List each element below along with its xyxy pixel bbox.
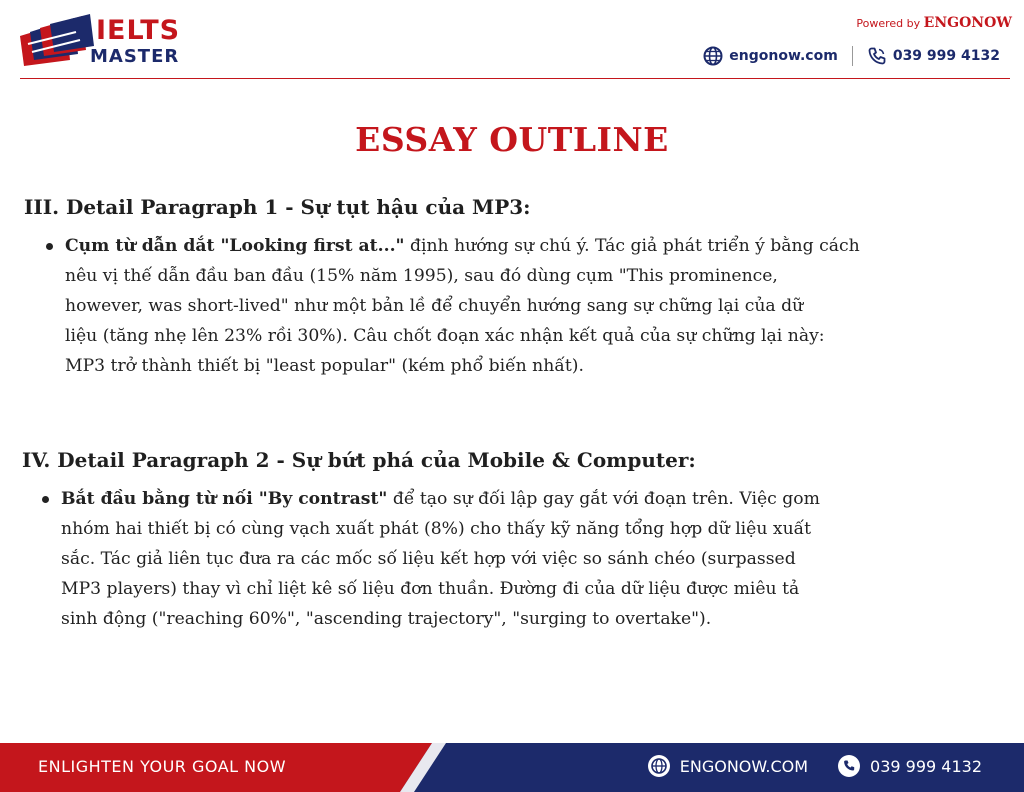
logo-book-icon <box>20 14 100 70</box>
bullet-line: however, was short-lived" như một bản lề để chuyển hướng sang sự chững lại của dữ <box>65 296 804 316</box>
ielts-master-logo[interactable] <box>20 14 190 70</box>
bullet-bold-lead: Bắt đầu bằng từ nối "By contrast" <box>61 489 388 509</box>
bullet-line-rest: để tạo sự đối lập gay gắt với đoạn trên. Việc gom <box>387 489 820 509</box>
bullet-line: nhóm hai thiết bị có cùng vạch xuất phát (8%) cho thấy kỹ năng tổng hợp dữ liệu xuất <box>61 519 812 539</box>
section-heading-detail-1: III. Detail Paragraph 1 - Sự tụt hậu của MP3: <box>24 195 531 219</box>
footer-slogan: ENLIGHTEN YOUR GOAL NOW <box>38 757 287 776</box>
bullet-dot <box>46 243 53 250</box>
footer-contact <box>648 755 982 777</box>
bullet-line: MP3 trở thành thiết bị "least popular" (kém phổ biến nhất). <box>65 356 584 376</box>
header-website-link[interactable]: engonow.com <box>729 48 838 64</box>
bullet-bold-lead: Cụm từ dẫn dắt "Looking first at..." <box>65 236 405 256</box>
powered-by-label <box>856 15 1012 31</box>
globe-icon <box>703 46 723 66</box>
bullet-line <box>61 484 820 514</box>
bullet-line: sắc. Tác giả liên tục đưa ra các mốc số liệu kết hợp với việc so sánh chéo (surpassed <box>61 549 796 569</box>
globe-icon <box>648 755 670 777</box>
bullet-dot <box>42 496 49 503</box>
powered-by-text: Powered by <box>856 17 924 30</box>
bullet-line: nêu vị thế dẫn đầu ban đầu (15% năm 1995), sau đó dùng cụm "This prominence, <box>65 266 778 286</box>
header-contact <box>703 44 1000 68</box>
header-phone-link[interactable]: 039 999 4132 <box>892 48 1000 64</box>
page-header <box>0 0 1024 80</box>
phone-icon <box>867 46 887 66</box>
phone-icon <box>838 755 860 777</box>
bullet-detail-1 <box>65 231 860 381</box>
footer-website-link[interactable]: ENGONOW.COM <box>679 756 809 776</box>
header-divider-line <box>20 78 1010 79</box>
bullet-line: MP3 players) thay vì chỉ liệt kê số liệu đơn thuần. Đường đi của dữ liệu được miêu tả <box>61 579 800 599</box>
logo-master-text: MASTER <box>90 46 180 67</box>
logo-ielts-text: IELTS <box>96 15 181 46</box>
footer-phone-link[interactable]: 039 999 4132 <box>870 756 982 776</box>
bullet-line <box>65 231 860 261</box>
page-footer <box>0 743 1024 792</box>
bullet-line: liệu (tăng nhẹ lên 23% rồi 30%). Câu chốt đoạn xác nhận kết quả của sự chững lại này: <box>65 326 825 346</box>
bullet-line: sinh động ("reaching 60%", "ascending trajectory", "surging to overtake"). <box>61 609 712 629</box>
section-heading-detail-2: IV. Detail Paragraph 2 - Sự bứt phá của Mobile & Computer: <box>22 448 696 472</box>
bullet-line-rest: định hướng sự chú ý. Tác giả phát triển ý bằng cách <box>404 236 860 256</box>
header-divider <box>852 46 853 66</box>
bullet-detail-2 <box>61 484 820 634</box>
page-title: ESSAY OUTLINE <box>355 120 669 159</box>
powered-by-brand: ENGONOW <box>923 15 1012 31</box>
